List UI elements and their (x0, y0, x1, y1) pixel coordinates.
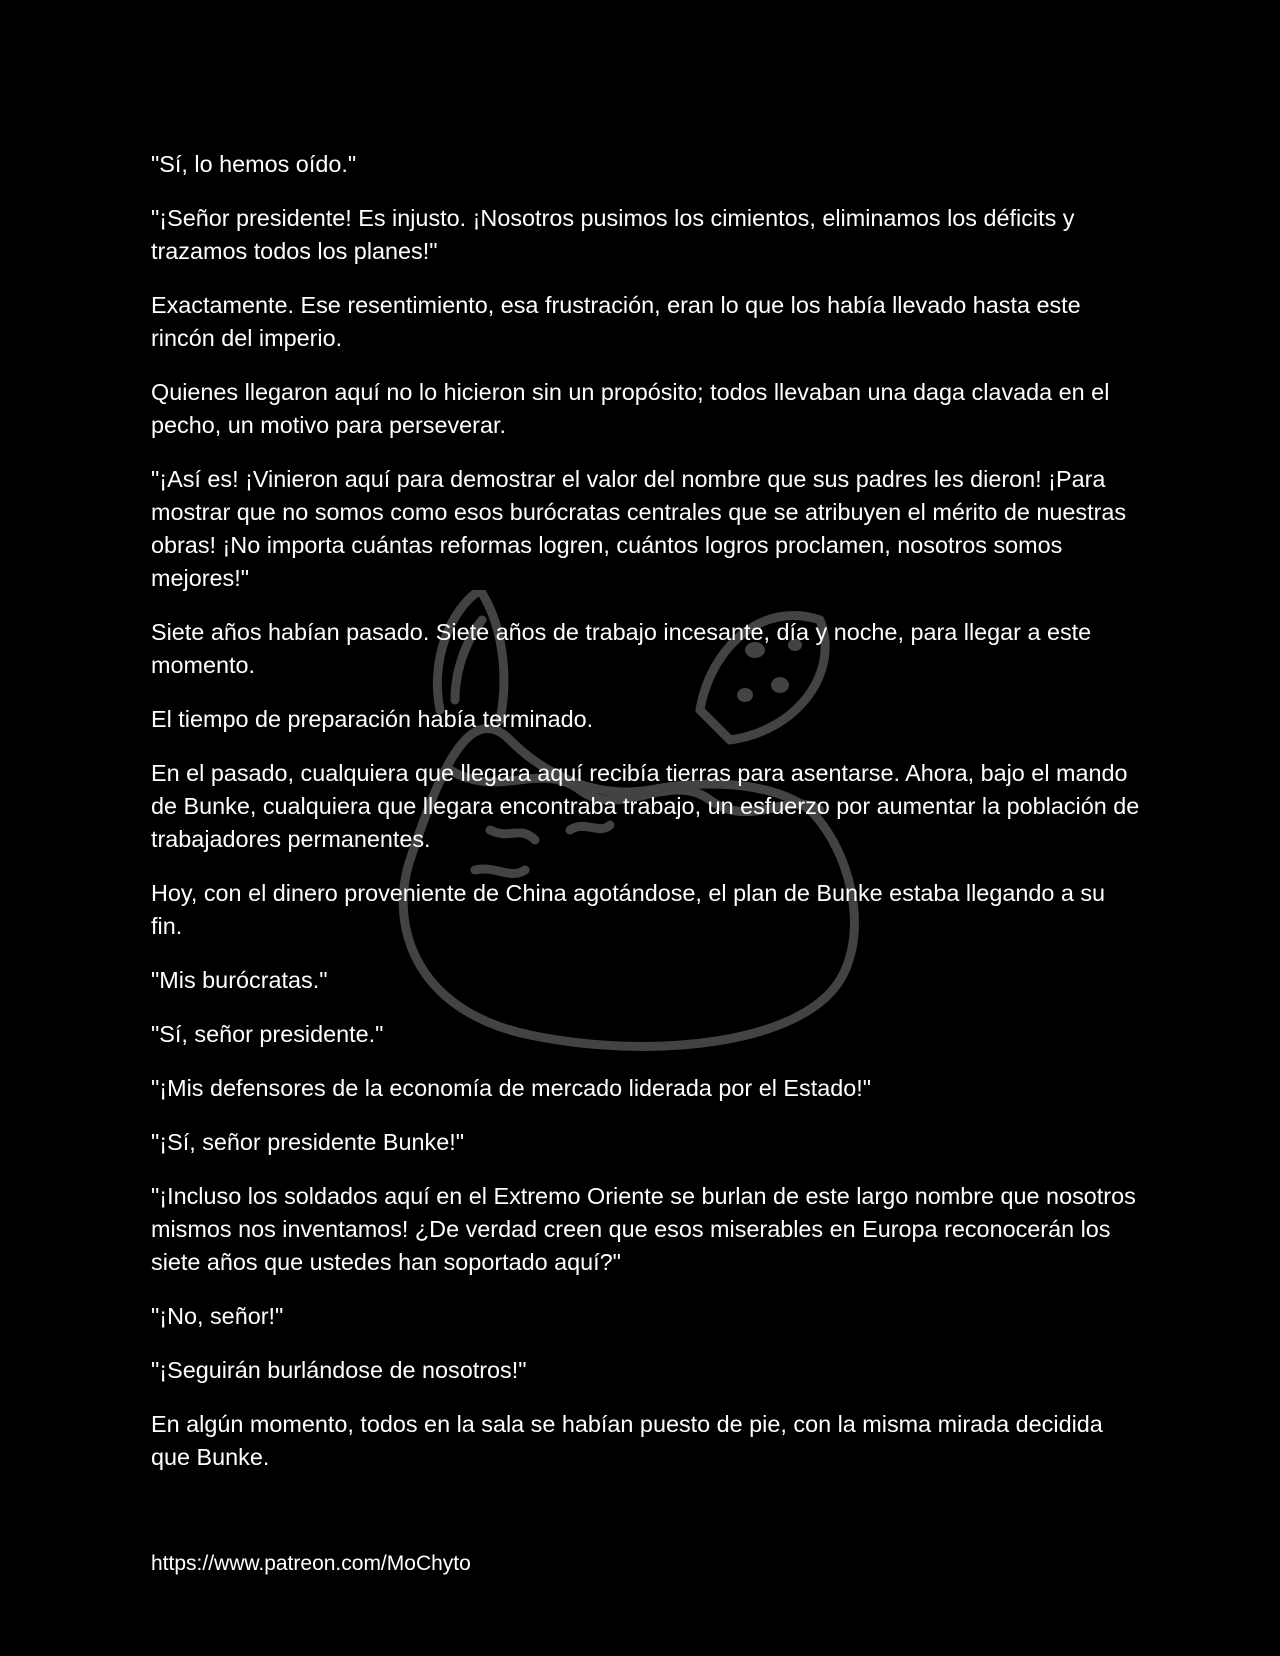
paragraph: "¡Incluso los soldados aquí en el Extremo Oriente se burlan de este largo nombre que nosotros mismos nos inventamos! ¿De verdad creen que esos miserables en Europa reconocerán los siete años que ustedes han soportado aquí?" (151, 1183, 1136, 1275)
patreon-link[interactable]: https://www.patreon.com/MoChyto (151, 1552, 471, 1575)
paragraph: "¡No, señor!" (151, 1303, 284, 1329)
paragraph: "¡Señor presidente! Es injusto. ¡Nosotros pusimos los cimientos, eliminamos los déficits y trazamos todos los planes!" (151, 205, 1075, 264)
paragraph: En algún momento, todos en la sala se habían puesto de pie, con la misma mirada decidida que Bunke. (151, 1411, 1103, 1470)
paragraph: "¡Sí, señor presidente Bunke!" (151, 1129, 465, 1155)
paragraph: Exactamente. Ese resentimiento, esa frustración, eran lo que los había llevado hasta este rincón del imperio. (151, 292, 1081, 351)
paragraph: "Mis burócratas." (151, 967, 328, 993)
paragraph: "¡Así es! ¡Vinieron aquí para demostrar el valor del nombre que sus padres les dieron! ¡Para mostrar que no somos como esos burócratas centrales que se atribuyen el mérito de nuestras obras! ¡No importa cuántas reformas logren, cuántos logros proclamen, nosotros somos mejores!" (151, 466, 1127, 591)
paragraph: Hoy, con el dinero proveniente de China agotándose, el plan de Bunke estaba llegando a su fin. (151, 880, 1106, 939)
paragraph: "¡Seguirán burlándose de nosotros!" (151, 1357, 527, 1383)
paragraph: Quienes llegaron aquí no lo hicieron sin un propósito; todos llevaban una daga clavada en el pecho, un motivo para perseverar. (151, 379, 1110, 438)
paragraph: "¡Mis defensores de la economía de mercado liderada por el Estado!" (151, 1075, 872, 1101)
paragraph: El tiempo de preparación había terminado. (151, 706, 594, 732)
paragraph: Siete años habían pasado. Siete años de trabajo incesante, día y noche, para llegar a este momento. (151, 619, 1092, 678)
story-text (151, 148, 1141, 1495)
paragraph: "Sí, lo hemos oído." (151, 151, 357, 177)
paragraph: En el pasado, cualquiera que llegara aquí recibía tierras para asentarse. Ahora, bajo el mando de Bunke, cualquiera que llegara encontraba trabajo, un esfuerzo por aumentar la población de trabajadores permanentes. (151, 760, 1140, 852)
paragraph: "Sí, señor presidente." (151, 1021, 384, 1047)
